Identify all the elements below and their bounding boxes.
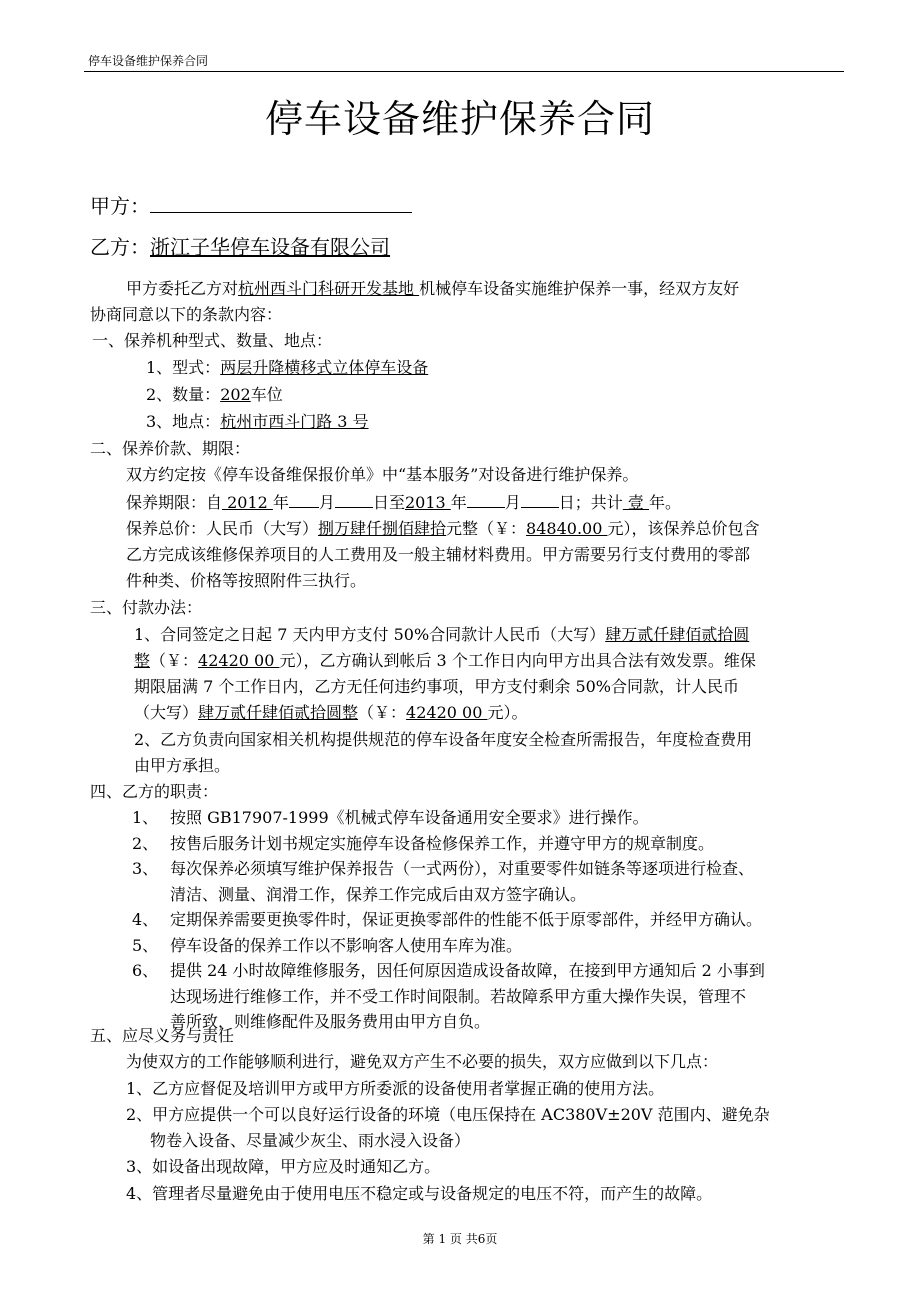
s3-item1-line4 xyxy=(134,703,528,723)
s3-text: 1、合同签定之日起 7 天内甲方支付 50%合同款计人民币（大写） xyxy=(134,625,606,644)
s5-intro: 为使双方的工作能够顺利进行，避免双方产生不必要的损失，双方应做到以下几点： xyxy=(126,1052,719,1071)
s3-item2-line2: 由甲方承担。 xyxy=(134,756,231,775)
s3-text: （￥： xyxy=(358,703,407,722)
period-end-year: 2013 xyxy=(404,493,451,512)
s3-text: （大写） xyxy=(134,703,199,722)
s3-item1-line3: 期限届满 7 个工作日内，乙方无任何违约事项，甲方支付剩余 50%合同款，计人民币 xyxy=(134,677,740,696)
price-amount: 84840.00 xyxy=(526,519,608,538)
period-text: 日；共计 xyxy=(558,493,623,512)
price-text: 元整（￥： xyxy=(446,519,527,538)
period-text: 月 xyxy=(318,493,335,512)
document-title: 停车设备维护保养合同 xyxy=(264,97,655,141)
duty-text: 定期保养需要更换零件时，保证更换零部件的性能不低于原零部件，并经甲方确认。 xyxy=(170,910,763,929)
party-a-blank xyxy=(150,194,412,213)
period-text: 年 xyxy=(450,493,467,512)
duty-text: 停车设备的保养工作以不影响客人使用车库为准。 xyxy=(170,935,523,955)
duty-number: 4、 xyxy=(132,910,159,929)
page-footer: 第 1 页 共6页 xyxy=(422,1232,498,1246)
s1-loc-label: 3、地点： xyxy=(146,412,221,431)
price-text: 元），该保养总价包含 xyxy=(607,519,760,538)
section-5-heading: 五、应尽义务与责任 xyxy=(90,1026,235,1045)
party-a-line xyxy=(90,190,412,219)
party-b-name: 浙江子华停车设备有限公司 xyxy=(150,235,390,259)
period-years: 壹 xyxy=(622,493,649,512)
s3-amount-number: 42420 00 xyxy=(198,651,280,670)
price-text: 保养总价：人民币（大写） xyxy=(126,519,319,538)
s5-item-4: 4、管理者尽量避免由于使用电压不稳定或与设备规定的电压不符，而产生的故障。 xyxy=(126,1184,713,1203)
duty-text: 清洁、测量、润滑工作，保养工作完成后由双方签字确认。 xyxy=(170,884,587,904)
period-text: 年 xyxy=(272,493,289,512)
price-words: 捌万肆仟捌佰肆拾 xyxy=(318,519,447,538)
duty-number: 6、 xyxy=(132,961,159,980)
s3-item1-line1 xyxy=(134,625,749,645)
s2-period-line xyxy=(126,492,681,513)
s1-qty-unit: 车位 xyxy=(250,385,283,404)
duty-number: 2、 xyxy=(132,833,159,853)
blank-field xyxy=(467,492,505,508)
s3-item2-line1: 2、乙方负责向国家相关机构提供规范的停车设备年度安全检查所需报告，年度检查费用 xyxy=(134,730,753,749)
s5-item-1: 1、乙方应督促及培训甲方或甲方所委派的设备使用者掌握正确的使用方法。 xyxy=(126,1079,665,1098)
running-header: 停车设备维护保养合同 xyxy=(88,54,209,68)
s3-amount-words: 肆万贰仟肆佰贰拾圆 xyxy=(605,625,750,644)
period-text: 月 xyxy=(504,493,521,512)
duty-text: 按售后服务计划书规定实施停车设备检修保养工作，并遵守甲方的规章制度。 xyxy=(170,833,715,853)
s5-item-3: 3、如设备出现故障，甲方应及时通知乙方。 xyxy=(126,1157,441,1176)
party-b-label: 乙方： xyxy=(90,235,150,259)
duty-number: 3、 xyxy=(132,859,159,878)
section-4-heading: 四、乙方的职责： xyxy=(90,782,219,801)
s1-loc-value: 杭州市西斗门路 3 号 xyxy=(220,412,369,431)
s2-pricelist-line: 双方约定按《停车设备维保报价单》中“基本服务”对设备进行维护保养。 xyxy=(126,465,639,484)
section-2-heading: 二、保养价款、期限： xyxy=(90,439,251,458)
s1-type-label: 1、型式： xyxy=(146,358,221,377)
s1-qty-label: 2、数量： xyxy=(146,385,221,404)
duty-number: 1、 xyxy=(132,808,159,827)
s3-text: （￥： xyxy=(150,651,199,670)
duty-number: 5、 xyxy=(132,935,159,955)
header-rule xyxy=(84,71,844,72)
duty-text: 善所致，则维修配件及服务费用由甲方自负。 xyxy=(170,1012,491,1031)
intro-line-2: 协商同意以下的条款内容： xyxy=(90,305,283,324)
party-b-line xyxy=(90,231,390,260)
duty-text: 达现场进行维修工作，并不受工作时间限制。若故障系甲方重大操作失误，管理不 xyxy=(170,986,747,1006)
s2-price-cont-1: 乙方完成该维修保养项目的人工费用及一般主辅材料费用。甲方需要另行支付费用的零部 xyxy=(126,545,751,564)
s5-item-2-line1: 2、甲方应提供一个可以良好运行设备的环境（电压保持在 AC380V±20V 范围内、避免杂 xyxy=(126,1105,770,1124)
intro-text: 甲方委托乙方对 xyxy=(126,279,239,298)
blank-field xyxy=(521,492,559,508)
s3-amount-number: 42420 00 xyxy=(406,703,488,722)
intro-line-1 xyxy=(126,279,739,299)
s3-item1-line2 xyxy=(134,651,756,671)
blank-field xyxy=(289,492,319,508)
party-a-label: 甲方： xyxy=(90,194,150,218)
s1-qty-value: 202 xyxy=(220,385,251,404)
s5-item-2-line2: 物卷入设备、尽量减少灰尘、雨水浸入设备） xyxy=(150,1131,471,1150)
s3-text: 元）。 xyxy=(487,703,528,722)
period-start-year: 2012 xyxy=(222,493,273,512)
s3-text: 元），乙方确认到帐后 3 个工作日内向甲方出具合法有效发票。维保 xyxy=(279,651,756,670)
section-1-heading: 一、保养机种型式、数量、地点： xyxy=(92,331,333,350)
duty-text: 按照 GB17907-1999《机械式停车设备通用安全要求》进行操作。 xyxy=(170,808,649,827)
s3-amount-words-end: 整 xyxy=(134,651,151,670)
intro-text: 机械停车设备实施维护保养一事，经双方友好 xyxy=(419,279,740,298)
s2-price-line xyxy=(126,519,760,539)
duty-text: 提供 24 小时故障维修服务，因任何原因造成设备故障，在接到甲方通知后 2 小事到 xyxy=(170,961,765,980)
s2-price-cont-2: 件种类、价格等按照附件三执行。 xyxy=(126,571,367,590)
s1-type-value: 两层升降横移式立体停车设备 xyxy=(220,358,429,377)
period-text: 年。 xyxy=(649,493,682,512)
s1-location xyxy=(146,412,369,432)
s1-type xyxy=(146,358,428,378)
blank-field xyxy=(335,492,373,508)
section-3-heading: 三、付款办法： xyxy=(90,598,203,617)
period-text: 日至 xyxy=(372,493,405,512)
s3-amount-words: 肆万贰仟肆佰贰拾圆整 xyxy=(198,703,359,722)
period-text: 保养期限：自 xyxy=(126,493,223,512)
duty-text: 每次保养必须填写维护保养报告（一式两份），对重要零件如链条等逐项进行检查、 xyxy=(170,859,755,878)
intro-site: 杭州西斗门科研开发基地 xyxy=(238,279,420,298)
s1-qty xyxy=(146,385,283,405)
